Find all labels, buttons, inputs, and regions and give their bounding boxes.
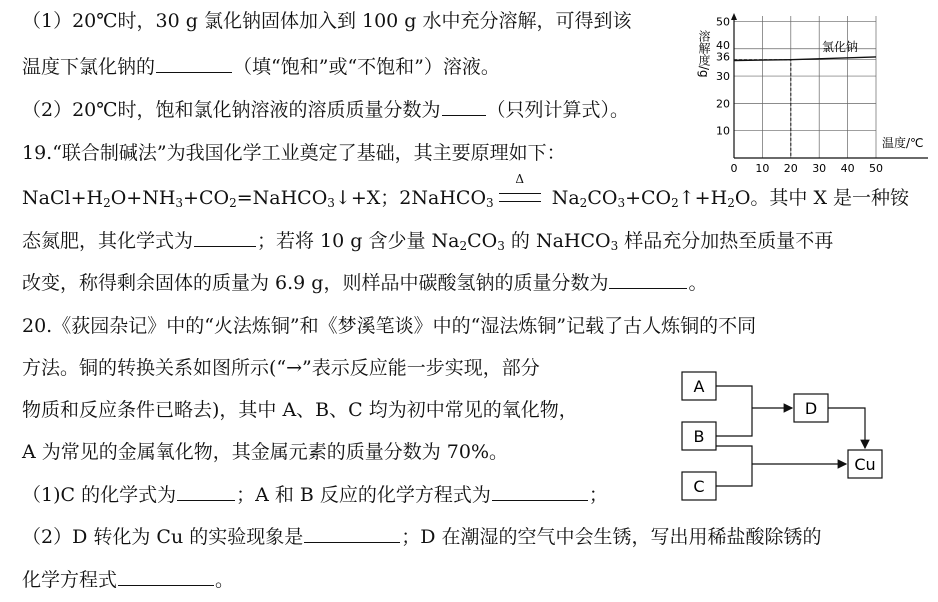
q18-text: （填“饱和”或“不饱和”）溶液。 xyxy=(233,56,500,78)
q20-line1: 20.《荻园杂记》中的“火法炼铜”和《梦溪笔谈》中的“湿法炼铜”记载了古人炼铜的不同 xyxy=(22,315,757,337)
answer-blank-q20-1[interactable] xyxy=(177,482,235,501)
x-tick-label: 0 xyxy=(730,162,738,175)
y-tick-label: 50 xyxy=(716,15,730,29)
y-axis-label: 溶解度/g xyxy=(697,30,711,78)
x-tick-label: 30 xyxy=(812,162,827,175)
q19-equation: $NaCl+H_2O+NH_3+CO_2=NaHCO_3↓+X$；2NaHCO$_3$ Δ $Na_2CO_3+CO_2↑+H_2O$。其中 X 是一种铵 xyxy=(22,172,910,210)
node-cu: Cu xyxy=(854,455,876,474)
y-tick-label: 30 xyxy=(716,70,730,84)
x-tick-label: 20 xyxy=(783,162,798,175)
y-tick-label: 20 xyxy=(716,97,730,111)
q20-line3: 物质和反应条件已略去)，其中 A、B、C 均为初中常见的氧化物， xyxy=(22,399,578,421)
connector-a-b xyxy=(716,386,752,436)
q20-line4: A 为常见的金属氧化物，其金属元素的质量分数为 70%。 xyxy=(22,441,509,463)
x-tick-label: 10 xyxy=(755,162,770,175)
q20-line2: 方法。铜的转换关系如图所示(“→”表示反应能一步实现，部分 xyxy=(22,357,540,379)
q19-line3: 改变，称得剩余固体的质量为 6.9 g，则样品中碳酸氢钠的质量分数为 。 xyxy=(22,272,708,294)
solubility-chart xyxy=(690,8,934,180)
answer-blank-q20-3[interactable] xyxy=(304,524,400,543)
q18-text: 温度下氯化钠的 xyxy=(22,56,156,78)
answer-blank-q18-1[interactable] xyxy=(156,54,232,73)
chart-grid xyxy=(734,16,876,158)
x-tick-label: 50 xyxy=(869,162,883,175)
q18-text: （只列计算式）。 xyxy=(486,99,630,121)
q18-part2 xyxy=(22,97,629,123)
y-tick-label: 40 xyxy=(716,38,730,52)
q20-part2: （2）D 转化为 Cu 的实验现象是 ；D 在潮湿的空气中会生锈，写出用稀盐酸除锈的 xyxy=(22,526,822,548)
y-tick-label: 36 xyxy=(716,50,730,64)
answer-blank-q20-2[interactable] xyxy=(492,482,588,501)
q19-title: 19.“联合制碱法”为我国化学工业奠定了基础，其主要原理如下： xyxy=(22,142,566,164)
q18-part1-line1: （1）20℃时，30 g 氯化钠固体加入到 100 g 水中充分溶解，可得到该 xyxy=(22,10,632,32)
y-tick-label: 10 xyxy=(716,124,730,138)
answer-blank-q19-1[interactable] xyxy=(194,228,256,247)
node-a: A xyxy=(693,377,705,396)
answer-blank-q18-2[interactable] xyxy=(442,97,486,116)
q18-part1-line2 xyxy=(22,54,500,80)
x-tick-label: 40 xyxy=(840,162,855,175)
node-b: B xyxy=(693,427,705,446)
q20-part1: （1)C 的化学式为 ；A 和 B 反应的化学方程式为 ； xyxy=(22,484,608,506)
connector-b-c xyxy=(716,446,752,486)
answer-blank-q19-2[interactable] xyxy=(609,270,687,289)
series-label-nacl: 氯化钠 xyxy=(822,40,859,54)
x-axis-label: 温度/℃ xyxy=(882,136,924,150)
arrow-d-to-cu xyxy=(828,408,865,448)
heating-condition-symbol: Δ xyxy=(494,185,546,211)
node-d: D xyxy=(804,399,818,418)
answer-blank-q20-4[interactable] xyxy=(118,567,214,586)
y-axis-arrow xyxy=(731,13,737,20)
chart-series xyxy=(734,57,876,158)
copper-conversion-diagram xyxy=(670,360,890,510)
q19-line2: 态氮肥，其化学式为 ；若将 10 g 含少量 $Na_2CO_3$ 的 NaHCO$_3$ 样品充分加热至质量不再 xyxy=(22,230,834,253)
q18-text: （2）20℃时，饱和氯化钠溶液的溶质质量分数为 xyxy=(22,99,441,121)
node-c: C xyxy=(693,477,705,496)
q20-part3: 化学方程式 。 xyxy=(22,569,235,591)
